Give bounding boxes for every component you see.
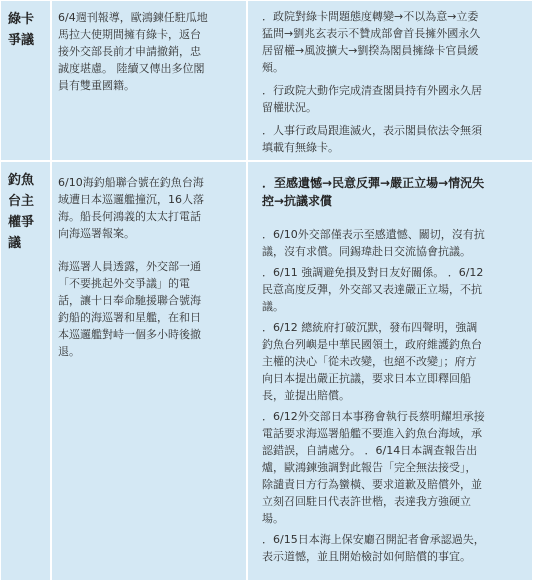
response-cell	[248, 162, 532, 580]
text-line: ．6/12外交部日本事務會執行長蔡明耀坦承接	[262, 410, 485, 423]
row-title-line: 議	[8, 236, 22, 251]
text-line: 表示道憾，並且開始檢討如何賠償的事宜。	[262, 550, 471, 563]
response-paragraph	[248, 122, 532, 156]
text-line: 頰。	[262, 61, 284, 74]
text-line: ．6/15日本海上保安廳召開記者會承認過失，	[262, 533, 485, 546]
text-line: 誠度堪慮。 陸續又傳出多位閣	[58, 62, 205, 75]
response-paragraph	[248, 8, 532, 76]
text-line: ．人事行政局跟進滅火，表示閣員依法令無須	[262, 124, 482, 137]
row-title-line: 權爭	[8, 215, 35, 230]
row-title-line: 綠卡	[8, 12, 35, 27]
text-line: 退。	[58, 345, 80, 358]
text-line: 員有雙重國籍。	[58, 79, 135, 92]
text-line: 爐，歐鴻鍊強調對此報告「完全無法接受」，	[262, 461, 477, 474]
row-title-line: 台主	[8, 194, 35, 209]
text-line: 接外交部長前才申請撤銷，忠	[58, 45, 201, 58]
text-line: 主權的決心「從未改變，也絕不改變」；府方	[262, 355, 477, 368]
text-line: 居留權→風波擴大→劉揆為閣員擁綠卡官員緩	[262, 44, 479, 57]
text-line: 6/10海釣船聯合號在釣魚台海	[58, 176, 204, 189]
text-line: 海巡署人員透露，外交部一通	[58, 260, 201, 273]
text-line: 釣魚台列嶼是中華民國領土，政府維護釣魚台	[262, 338, 482, 351]
text-line: 域遭日本巡邏艦撞沉，16人落	[58, 193, 204, 206]
response-summary-heading	[248, 174, 532, 210]
text-line: ．行政院大動作完成清查閣員持有外國永久居	[262, 84, 482, 97]
text-line: 長，並提出賠償。	[262, 389, 350, 402]
text-line: ．政院對綠卡問題態度轉變→不以為意→立委	[262, 10, 479, 23]
text-line: 電話要求海巡署船艦不要進入釣魚台海域，承	[262, 427, 482, 440]
text-line: 6/4週刊報導，歐鴻鍊任駐瓜地	[58, 11, 208, 24]
text-line: 場。	[262, 512, 284, 525]
text-line: ．6/12 總統府打破沉默，發布四聲明，強調	[262, 321, 478, 334]
text-line: ．6/11 強調避免損及對日友好關係。 ．6/12	[262, 266, 484, 279]
text-line: 除譴責日方行為蠻橫、要求道歉及賠償外，並	[262, 478, 482, 491]
response-paragraph	[248, 408, 532, 527]
text-line: 向日本提出嚴正抗議，要求日本立即釋回船	[262, 372, 471, 385]
event-paragraph	[52, 174, 246, 242]
text-line: 猛問→劉兆玄表示不贊成部會首長擁外國永久	[262, 27, 481, 40]
response-paragraph	[248, 264, 532, 315]
text-line: 話，讓十日奉命馳援聯合號海	[58, 294, 201, 307]
text-line: 控→抗議求償	[262, 194, 333, 208]
row-title-cell	[1, 162, 50, 580]
text-line: 填載有無綠卡。	[262, 141, 339, 154]
response-cell	[248, 1, 532, 160]
response-paragraph	[248, 319, 532, 404]
text-line: 議，沒有求償。同錫瑋赴日交流協會抗議。	[262, 245, 471, 258]
text-line: ．6/10外交部僅表示至感遺憾、關切，沒有抗	[262, 228, 485, 241]
text-line: ．至感遺憾→民意反彈→嚴正立場→情況失	[262, 176, 485, 190]
text-line: 立刻召回駐日代表許世楷，表達我方強硬立	[262, 495, 471, 508]
event-paragraph	[52, 258, 246, 360]
table-row-diaoyutai	[0, 162, 533, 580]
row-title-line: 爭議	[8, 33, 35, 48]
text-line: 本巡邏艦對峙一個多小時後撤	[58, 328, 201, 341]
row-title-line: 釣魚	[8, 173, 35, 188]
text-line: 馬拉大使期間擁有綠卡，返台	[58, 28, 201, 41]
text-line: 釣船的海巡署和星艦，在和日	[58, 311, 201, 324]
event-cell	[52, 1, 246, 160]
text-line: 民意高度反彈，外交部又表達嚴正立場，不抗	[262, 283, 482, 296]
event-paragraph	[52, 9, 246, 94]
text-line: 「不要挑起外交爭議」的電	[58, 277, 190, 290]
response-paragraph	[248, 226, 532, 260]
event-cell	[52, 162, 246, 580]
table-row-green-card	[0, 1, 533, 160]
text-line: 向海巡署報案。	[58, 227, 135, 240]
response-paragraph	[248, 531, 532, 565]
text-line: 議。	[262, 300, 284, 313]
row-title-cell	[1, 1, 50, 160]
text-line: 海。船長何鴻義的太太打電話	[58, 210, 201, 223]
text-line: 留權狀況。	[262, 101, 317, 114]
text-line: 認錯誤，自請處分。 ．6/14日本調查報告出	[262, 444, 478, 457]
response-paragraph	[248, 82, 532, 116]
